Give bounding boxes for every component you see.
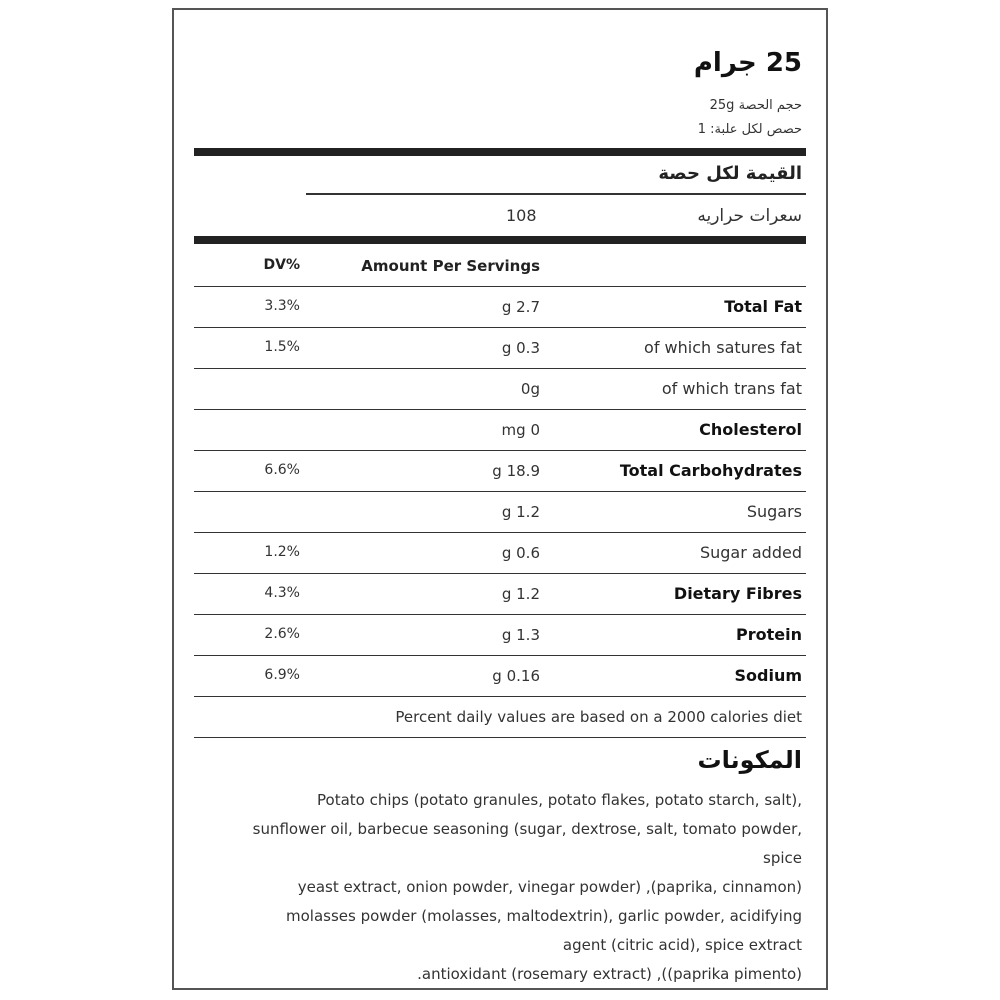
nutrient-dv: 6.6% [264, 462, 300, 478]
nutrient-amount: mg 0 [501, 421, 540, 439]
nutrient-name: Sugars [746, 502, 802, 521]
ingredients-line: spice [763, 849, 802, 867]
table-row [194, 369, 806, 410]
table-row [194, 533, 806, 574]
table-row [194, 492, 806, 533]
nutrient-amount: g 18.9 [492, 462, 540, 480]
nutrient-name: Protein [736, 625, 802, 644]
nutrient-name: Sugar added [699, 543, 802, 562]
per-serving-title: القيمة لكل حصة [658, 163, 802, 184]
servings-per-pack: حصص لكل علبة: 1 [697, 122, 802, 137]
nutrient-amount: g 1.3 [501, 626, 540, 644]
ingredients-line: Potato chips (potato granules, potato flakes, potato starch, salt), [317, 791, 802, 809]
nutrient-amount: g 0.6 [501, 544, 540, 562]
ingredients-title: المكونات [697, 746, 802, 774]
table-header-row [194, 245, 806, 287]
nutrition-label [172, 8, 828, 990]
serving-size: حجم الحصة 25g [709, 98, 802, 113]
nutrient-name: Total Fat [724, 297, 802, 316]
nutrient-name: Sodium [734, 666, 802, 685]
nutrient-name: Cholesterol [699, 420, 802, 439]
amount-column-header: Amount Per Servings [361, 257, 540, 275]
calories-label: سعرات حراريه [697, 206, 802, 226]
ingredients-line: yeast extract, onion powder, vinegar powder) ,(paprika, cinnamon) [297, 878, 802, 896]
nutrient-name: Dietary Fibres [673, 584, 802, 603]
nutrition-label-content [194, 10, 806, 988]
ingredients-line: .antioxidant (rosemary extract) ,((paprika pimento) [417, 965, 802, 983]
nutrient-dv: 1.5% [264, 339, 300, 355]
table-row [194, 574, 806, 615]
table-row [194, 615, 806, 656]
ingredients-line: sunflower oil, barbecue seasoning (sugar, dextrose, salt, tomato powder, [252, 820, 802, 838]
nutrient-table [194, 245, 806, 738]
nutrient-amount: g 0.3 [501, 339, 540, 357]
nutrient-dv: 3.3% [264, 298, 300, 314]
net-weight-title: 25 جرام [693, 48, 802, 78]
nutrient-amount: g 0.16 [492, 667, 540, 685]
daily-values-footnote: Percent daily values are based on a 2000 calories diet [395, 708, 802, 726]
nutrient-name: of which satures fat [644, 338, 802, 357]
table-row [194, 656, 806, 697]
table-row [194, 287, 806, 328]
ingredients-line: agent (citric acid), spice extract [562, 936, 802, 954]
table-row [194, 410, 806, 451]
nutrient-amount: g 1.2 [501, 503, 540, 521]
calories-value: 108 [506, 206, 537, 225]
dv-column-header: DV% [263, 257, 300, 273]
ingredients-text [194, 786, 802, 989]
ingredients-line: molasses powder (molasses, maltodextrin), garlic powder, acidifying [286, 907, 802, 925]
nutrient-amount: g 2.7 [501, 298, 540, 316]
nutrient-amount: g 1.2 [501, 585, 540, 603]
table-row [194, 328, 806, 369]
nutrient-dv: 2.6% [264, 626, 300, 642]
nutrient-name: of which trans fat [661, 379, 802, 398]
thin-divider [306, 193, 806, 195]
nutrient-name: Total Carbohydrates [619, 461, 802, 480]
thick-divider-top [194, 148, 806, 156]
nutrient-dv: 1.2% [264, 544, 300, 560]
thick-divider-middle [194, 236, 806, 244]
table-row [194, 451, 806, 492]
nutrient-dv: 6.9% [264, 667, 300, 683]
nutrient-amount: 0g [520, 380, 540, 398]
nutrient-dv: 4.3% [264, 585, 300, 601]
